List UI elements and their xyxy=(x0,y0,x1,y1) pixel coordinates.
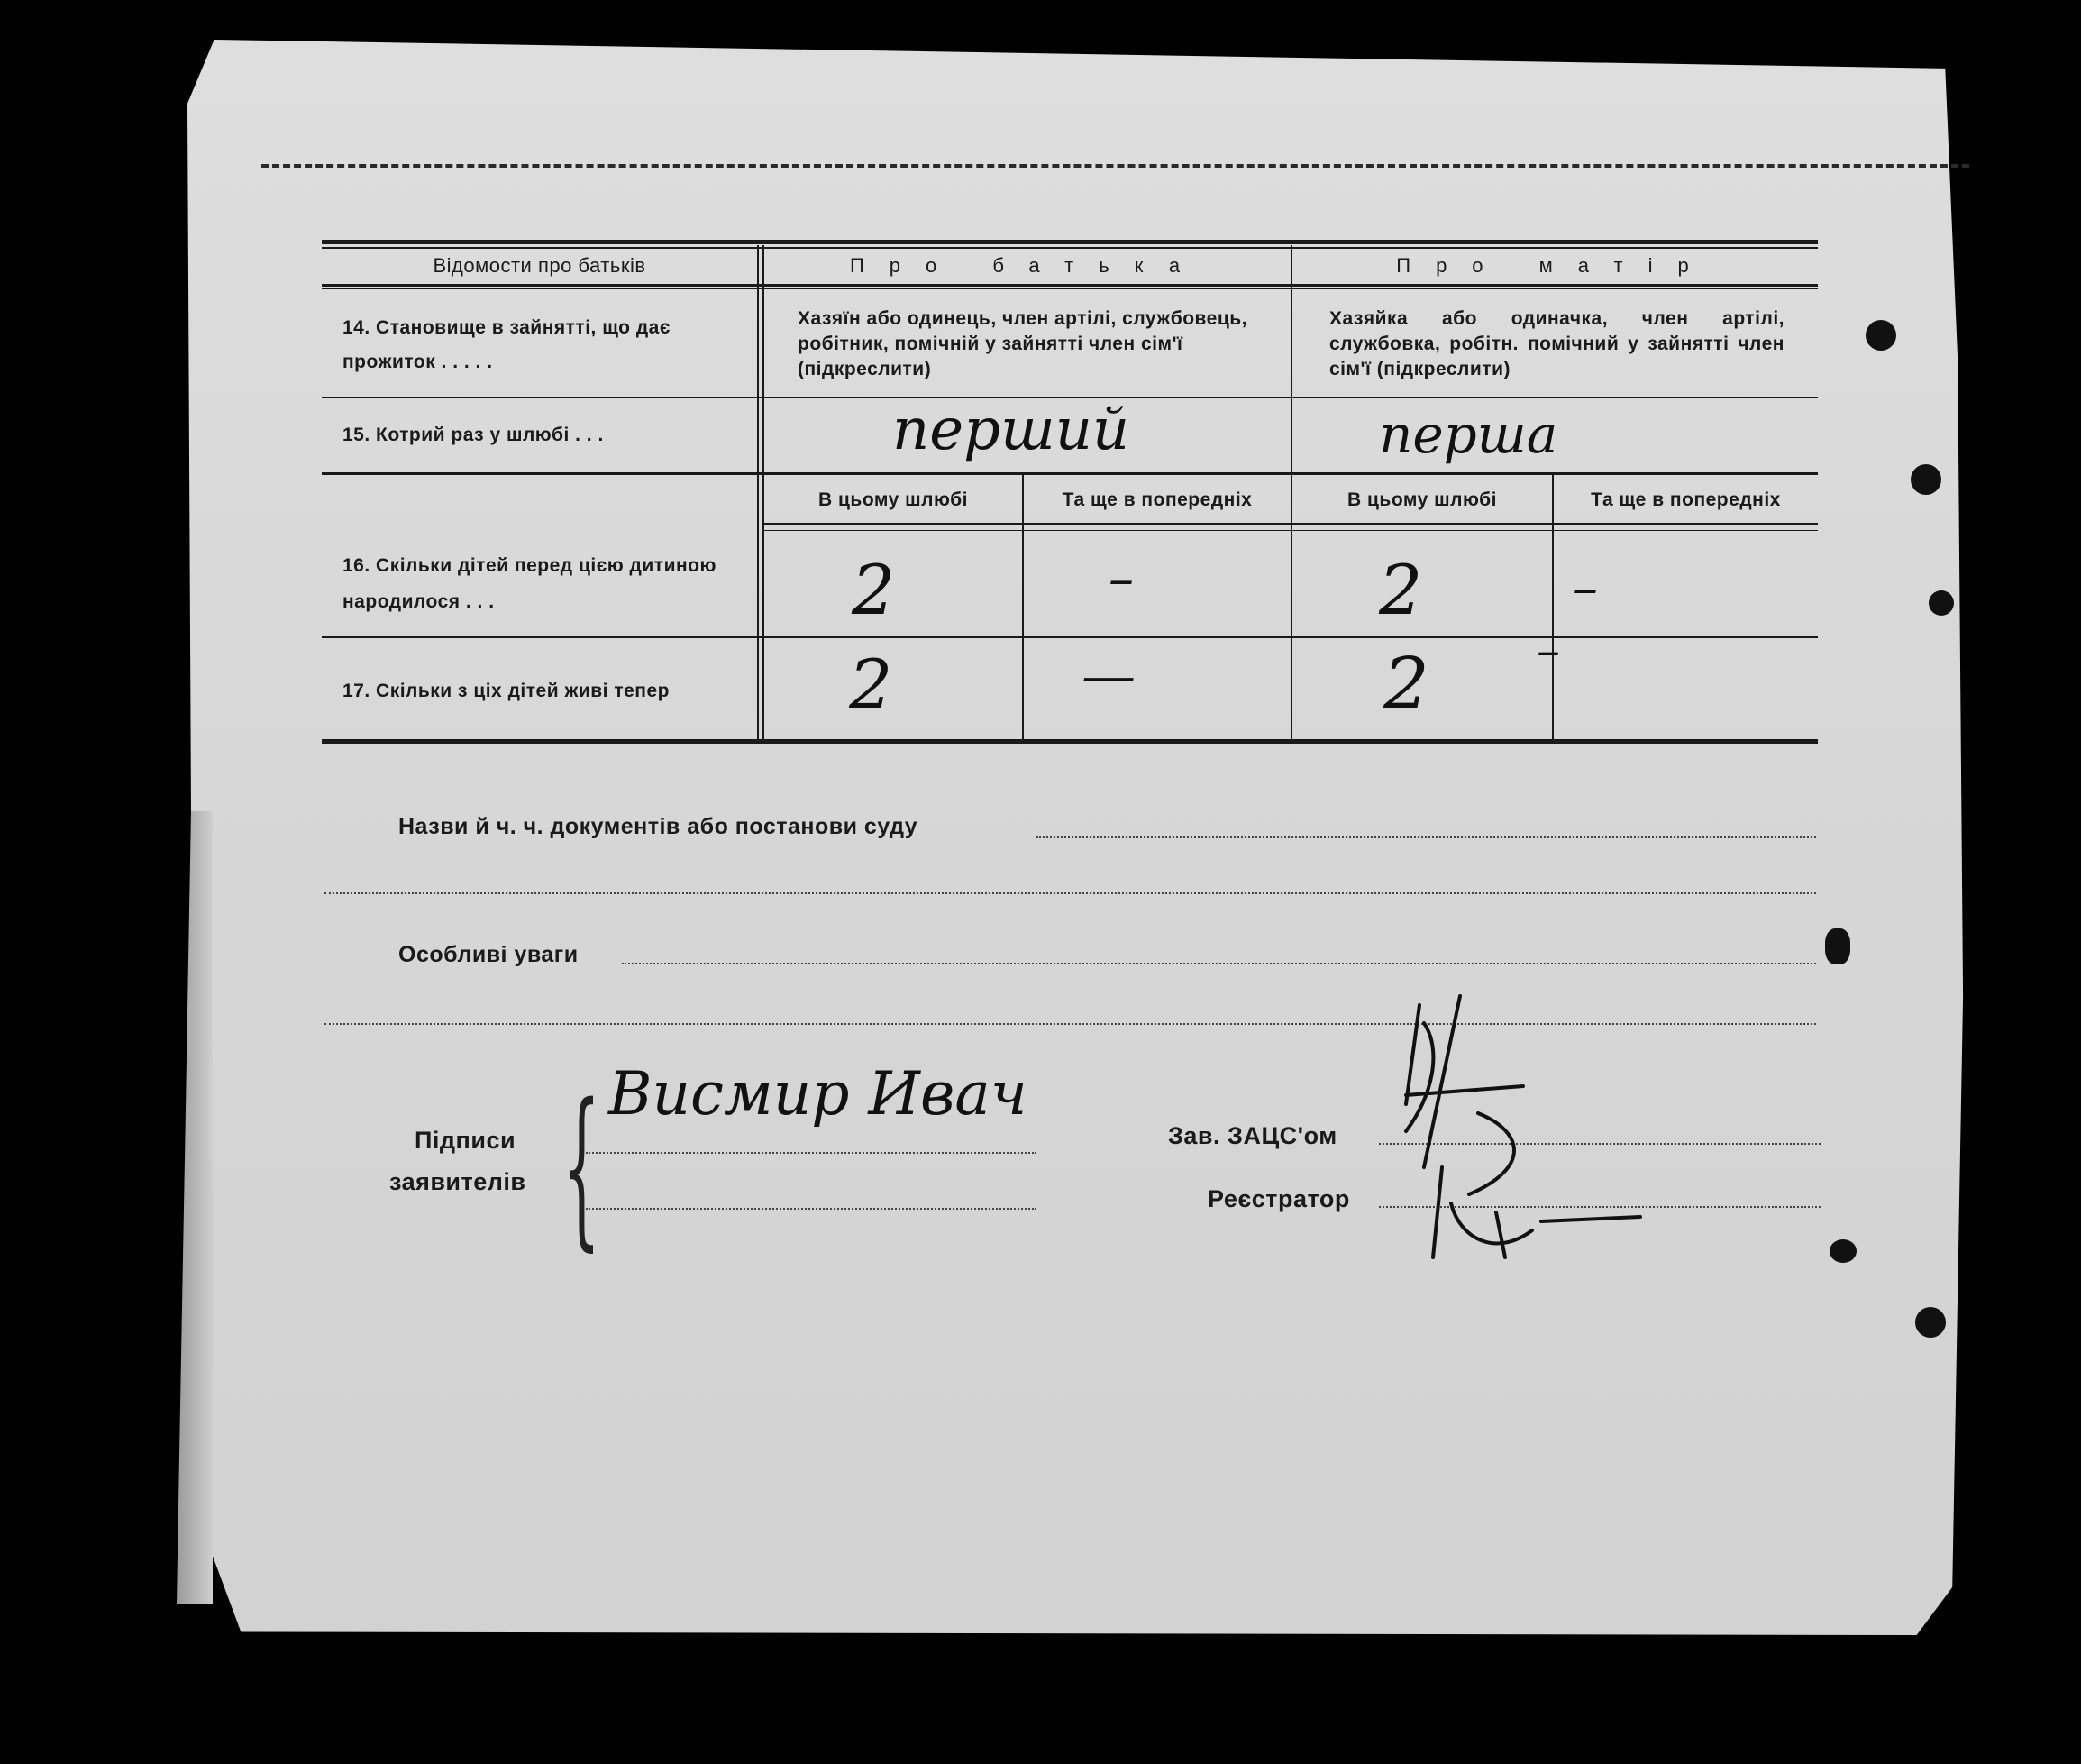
row15-father-value: перший xyxy=(892,397,1130,463)
documents-line xyxy=(1036,836,1816,838)
applicants-brace: { xyxy=(562,1067,601,1266)
row16-father-this: 2 xyxy=(852,550,896,630)
row14-father-options: Хазяїн або одинець, член артілі, службовець, робітник, помічній у зайнятті член сім'ї (підкреслити) xyxy=(798,308,1247,379)
punch-hole xyxy=(1915,1307,1946,1338)
row16-label: 16. Скільки дітей перед цією дитиною народилося . . . xyxy=(342,555,716,612)
applicant-signature-line xyxy=(586,1152,1036,1154)
remarks-label: Особливі уваги xyxy=(398,942,579,967)
subheader-mother-prev: Та ще в попередніх xyxy=(1591,489,1781,510)
head-label: Зав. ЗАЦС'ом xyxy=(1168,1122,1337,1149)
subheader-father-this: В цьому шлюбі xyxy=(818,489,968,510)
punch-hole xyxy=(1866,320,1896,351)
row17-mother-this: 2 xyxy=(1383,642,1429,726)
header-col-father: Про батька xyxy=(849,254,1206,277)
row14-label: 14. Становище в зайнятті, що дає прожиток . . . . . xyxy=(342,317,671,372)
row17-label: 17. Скільки з ціх дітей живі тепер xyxy=(342,681,670,701)
applicants-label-line2: заявителів xyxy=(389,1168,526,1195)
subheader-mother-this: В цьому шлюбі xyxy=(1347,489,1497,510)
row17-mother-prev: – xyxy=(1537,624,1560,678)
applicant-signature: Висмир Ивач xyxy=(608,1059,1027,1129)
punch-hole xyxy=(1830,1239,1857,1263)
applicant-signature-line-2 xyxy=(586,1208,1036,1210)
row14-mother-options: Хазяйка або одиначка, член артілі, службовка, робітн. помічний у зайнятті член сім'ї (підкреслити) xyxy=(1329,308,1784,379)
row17-father-prev: — xyxy=(1082,644,1136,708)
documents-label: Назви й ч. ч. документів або постанови суду xyxy=(398,814,918,839)
official-signatures xyxy=(1370,987,1676,1275)
registrar-label: Реєстратор xyxy=(1208,1185,1350,1212)
remarks-line xyxy=(622,963,1816,964)
punch-hole xyxy=(1929,590,1954,616)
header-col-parents: Відомости про батьків xyxy=(433,254,646,277)
paper-edge-shadow xyxy=(177,811,213,1604)
row17-father-this: 2 xyxy=(849,644,893,725)
row16-father-prev: – xyxy=(1109,550,1134,608)
row16-mother-this: 2 xyxy=(1379,550,1423,630)
punch-hole xyxy=(1825,928,1850,964)
perforation-line xyxy=(261,164,1969,168)
documents-line-2 xyxy=(324,892,1816,894)
row16-mother-prev: – xyxy=(1573,559,1598,617)
subheader-father-prev: Та ще в попередніх xyxy=(1062,489,1253,510)
header-col-mother: Про матір xyxy=(1396,254,1714,277)
applicants-label-line1: Підписи xyxy=(415,1127,516,1154)
row15-mother-value: перша xyxy=(1379,404,1558,465)
row15-label: 15. Котрий раз у шлюбі . . . xyxy=(342,425,604,445)
punch-hole xyxy=(1911,464,1941,495)
